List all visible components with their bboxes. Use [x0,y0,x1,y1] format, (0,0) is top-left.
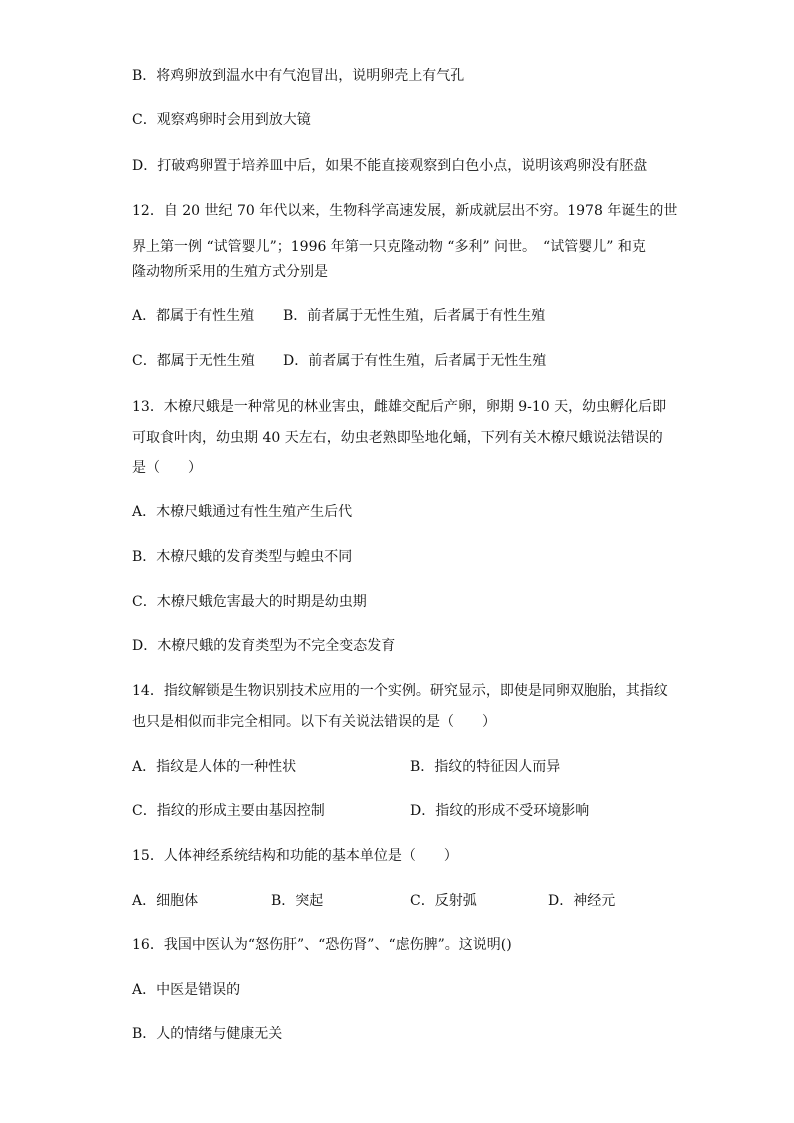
q16-stem: 16．我国中医认为“怒伤肝”、“恐伤肾”、“虑伤脾”。这说明() [132,937,512,953]
q12-stem-line-1: 12．自 20 世纪 70 年代以来，生物科学高速发展，新成就层出不穷。1978 年诞生的世 [132,203,678,219]
q12-stem-line-2: 界上第一例 “试管婴儿”；1996 年第一只克隆动物 “多利” 问世。 “试管婴儿” 和克 [132,239,646,255]
q14-option-d: D．指纹的形成不受环境影响 [410,803,590,819]
q13-option-d: D．木橑尺蛾的发育类型为不完全变态发育 [132,638,396,654]
q11-option-b: B．将鸡卵放到温水中有气泡冒出，说明卵壳上有气孔 [132,68,465,84]
q13-option-b: B．木橑尺蛾的发育类型与蝗虫不同 [132,549,353,565]
q14-option-b: B．指纹的特征因人而异 [410,759,561,775]
q13-option-a: A．木橑尺蛾通过有性生殖产生后代 [132,504,353,520]
q11-option-d: D．打破鸡卵置于培养皿中后，如果不能直接观察到白色小点，说明该鸡卵没有胚盘 [132,158,648,174]
q13-stem-line-2: 可取食叶肉，幼虫期 40 天左右，幼虫老熟即坠地化蛹，下列有关木橑尺蛾说法错误的 [132,430,663,446]
q13-stem-line-1: 13．木橑尺蛾是一种常见的林业害虫，雌雄交配后产卵，卵期 9-10 天，幼虫孵化后即 [132,399,667,415]
q15-option-c: C．反射弧 [410,893,477,909]
q15-stem: 15．人体神经系统结构和功能的基本单位是（ ） [132,848,458,864]
q12-option-c: C．都属于无性生殖 [132,353,255,369]
q14-option-a: A．指纹是人体的一种性状 [132,759,297,775]
q11-option-c: C．观察鸡卵时会用到放大镜 [132,112,311,128]
q12-option-a: A．都属于有性生殖 [132,308,255,324]
q12-option-d: D．前者属于有性生殖，后者属于无性生殖 [283,353,547,369]
q16-option-b: B．人的情绪与健康无关 [132,1026,283,1042]
q14-option-c: C．指纹的形成主要由基因控制 [132,803,325,819]
q14-stem-line-2: 也只是相似而非完全相同。以下有关说法错误的是（ ） [132,714,496,730]
q15-option-d: D．神经元 [548,893,616,909]
q16-option-a: A．中医是错误的 [132,982,241,998]
q14-stem-line-1: 14．指纹解锁是生物识别技术应用的一个实例。研究显示，即使是同卵双胞胎，其指纹 [132,683,668,699]
q13-option-c: C．木橑尺蛾危害最大的时期是幼虫期 [132,594,367,610]
q13-stem-line-3: 是（ ） [132,460,202,476]
q12-stem-line-3: 隆动物所采用的生殖方式分别是 [132,264,328,280]
q15-option-a: A．细胞体 [132,893,199,909]
q12-option-b: B．前者属于无性生殖，后者属于有性生殖 [283,308,546,324]
q15-option-b: B．突起 [271,893,324,909]
